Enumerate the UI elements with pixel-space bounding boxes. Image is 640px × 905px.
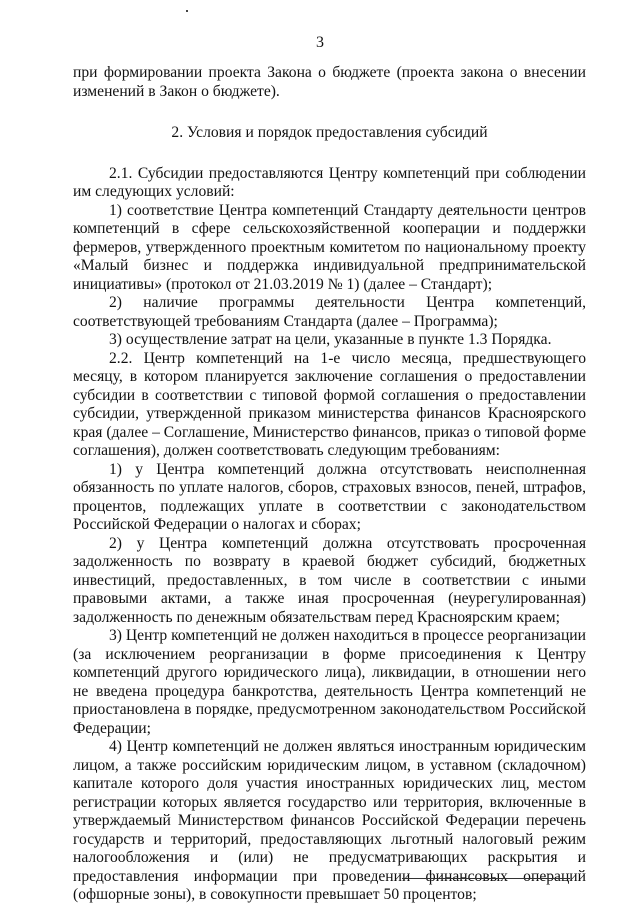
paragraph-2-1-item-3: 3) осуществление затрат на цели, указанные в пункте 1.3 Порядка.	[109, 331, 552, 348]
footer-rule	[402, 878, 570, 879]
document-body	[73, 64, 586, 905]
paragraph-2-2-item-4: 4) Центр компетенций не должен являться иностранным юридическим лицом, а также российским юридическим лицом, в уставном (складочном) капитале которого доля участия иностранных юридических лиц, местом регистрации которых является государство или территория, включенные в утверждаемый Министерством финансов Российской Федерации перечень государств и территорий, предоставляющих льготный налоговый режим налогообложения и (или) не предусматривающих раскрытия и предоставления информации при проведении финансовых операций (офшорные зоны), в совокупности превышает 50 процентов;	[73, 738, 586, 903]
section-heading: 2. Условия и порядок предоставления субсидий	[171, 124, 488, 141]
paragraph-continuation: при формировании проекта Закона о бюджете (проекта закона о внесении изменений в Закон о бюджете).	[73, 64, 586, 100]
paragraph-2-2-item-3: 3) Центр компетенций не должен находиться в процессе реорганизации (за исключением реорганизации в форме присоединения к Центру компетенций другого юридического лица), ликвидации, в отношении него не введена процедура банкротства, деятельность Центра компетенций не приостановлена в порядке, предусмотренном законодательством Российской Федерации;	[73, 627, 586, 737]
paragraph-2-1: 2.1. Субсидии предоставляются Центру компетенций при соблюдении им следующих условий:	[73, 164, 586, 200]
paragraph-2-2: 2.2. Центр компетенций на 1-е число месяца, предшествующего месяцу, в котором планируется заключение соглашения о предоставлении субсидии в соответствии с типовой формой соглашения о предоставлении субсидии, утвержденной приказом министерства финансов Красноярского края (далее – Соглашение, Министерство финансов, приказ о типовой форме соглашения), должен соответствовать следующим требованиям:	[73, 349, 586, 459]
page-number: 3	[316, 34, 324, 51]
paragraph-2-1-item-1: 1) соответствие Центра компетенций Стандарту деятельности центров компетенций в сфере сельскохозяйственной кооперации и поддержки фермеров, утвержденного проектным комитетом по национальному проекту «Малый бизнес и поддержка индивидуальной предпринимательской инициативы» (протокол от 21.03.2019 № 1) (далее – Стандарт);	[73, 201, 586, 293]
paragraph-2-2-item-1: 1) у Центра компетенций должна отсутствовать неисполненная обязанность по уплате налогов, сборов, страховых взносов, пеней, штрафов, процентов, подлежащих уплате в соответствии с законодательством Российской Федерации о налогах и сборах;	[73, 460, 586, 533]
paragraph-2-2-item-2: 2) у Центра компетенций должна отсутствовать просроченная задолженность по возврату в краевой бюджет субсидий, бюджетных инвестиций, предоставленных, в том числе в соответствии с иными правовыми актами, а также иная просроченная (неурегулированная) задолженность по денежным обязательствам перед Красноярским краем;	[73, 534, 586, 626]
scan-speck	[186, 10, 188, 12]
paragraph-2-1-item-2: 2) наличие программы деятельности Центра компетенций, соответствующей требованиям Стандарта (далее – Программа);	[73, 294, 586, 330]
